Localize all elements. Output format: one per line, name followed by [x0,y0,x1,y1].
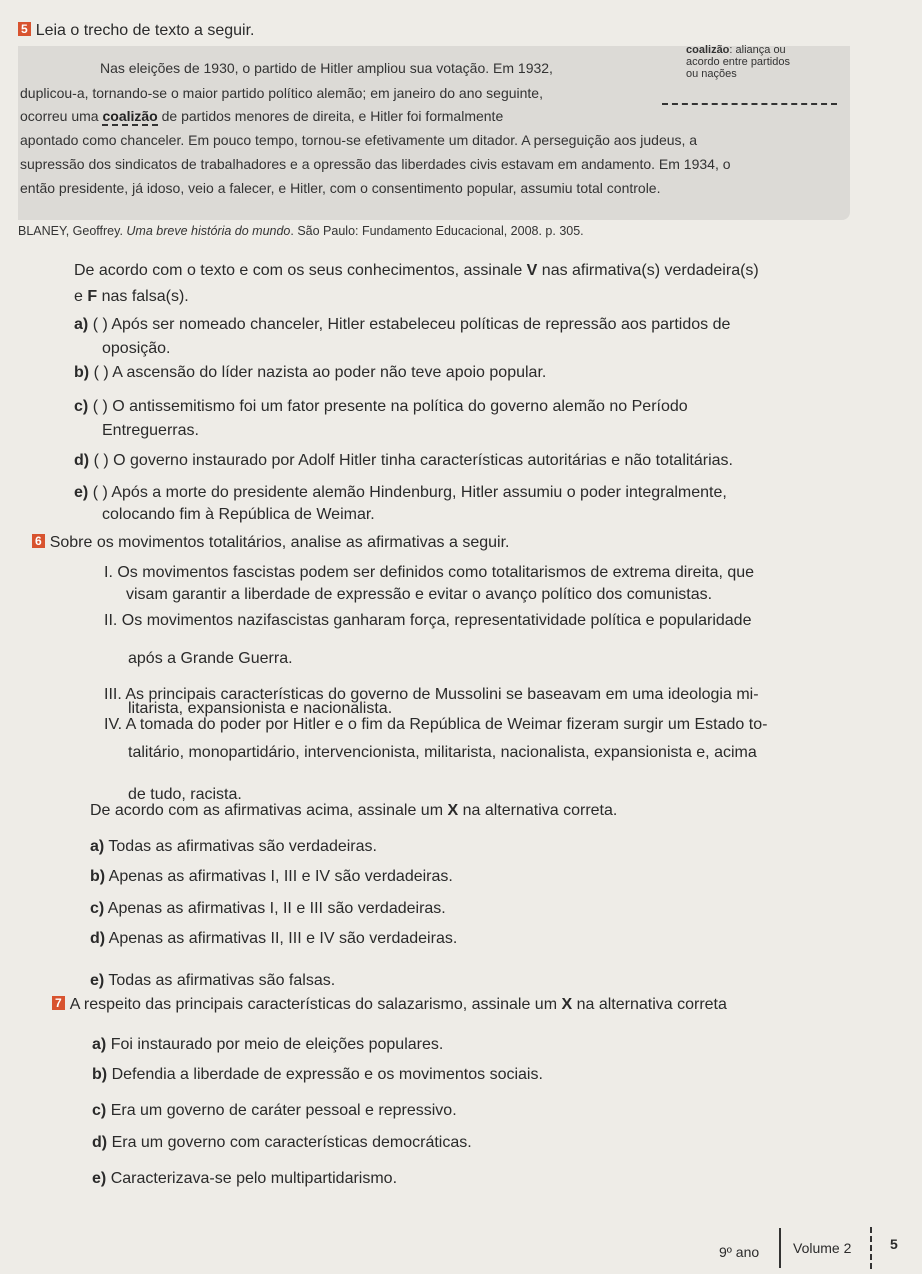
q6-statement-1 [104,564,754,582]
q5-item-e[interactable] [74,484,727,502]
q5-item-e-letter: e) [74,484,89,501]
q5-coalizao-term: coalizão [102,108,158,124]
q5-item-d[interactable] [74,452,733,470]
q7-option-c-text: Era um governo de caráter pessoal e repressivo. [110,1102,457,1119]
q5-instr-v: V [526,262,538,279]
q6-statement-3-cont: litarista, expansionista e nacionalista. [128,700,393,717]
q6-option-b[interactable] [90,868,453,886]
q6-st3-num: III. [104,686,122,703]
q5-text-line-3a: ocorreu uma [20,108,103,124]
q5-item-e-text: Após a morte do presidente alemão Hindenburg, Hitler assumiu o poder integralmente, [111,484,727,501]
q6-instruction [90,802,617,820]
q5-item-d-text: O governo instaurado por Adolf Hitler tinha características autoritárias e não totalitárias. [113,452,733,469]
q6-st4-num: IV. [104,716,123,733]
citation-publisher: . São Paulo: Fundamento Educacional, 2008. p. 305. [290,224,584,238]
q5-item-a-cont: oposição. [102,340,171,357]
q7-option-e-letter: e) [92,1170,107,1187]
glossary-dashed-line [662,103,837,105]
q6-option-e[interactable] [90,972,335,990]
q6-option-c[interactable] [90,900,446,918]
q6-option-a-text: Todas as afirmativas são verdadeiras. [108,838,377,855]
q5-instr-c: e [74,288,88,305]
q5-item-d-letter: d) [74,452,90,469]
q5-item-c-checkbox[interactable]: ( ) [92,398,108,415]
q5-text-line-4: apontado como chanceler. Em pouco tempo, tornou-se efetivamente um ditador. A perseguição aos judeus, a [20,132,698,148]
q6-st2-text: Os movimentos nazifascistas ganharam força, representatividade política e popularidade [121,612,752,629]
glossary-def-3: ou nações [686,68,737,80]
q5-item-c-cont: Entreguerras. [102,422,199,439]
q6-st1-num: I. [104,564,113,581]
q7-option-c-letter: c) [92,1102,107,1119]
q7-option-d[interactable] [92,1134,472,1152]
q7-option-e[interactable] [92,1170,397,1188]
q7-number-badge: 7 [52,996,65,1010]
q7-option-b[interactable] [92,1066,543,1084]
q6-option-d-letter: d) [90,930,106,947]
q6-intro-text: Sobre os movimentos totalitários, analise as afirmativas a seguir. [49,534,510,551]
q5-item-c[interactable] [74,398,688,416]
q5-instr-d: nas falsa(s). [97,288,189,305]
q7-option-a[interactable] [92,1036,443,1054]
q6-option-a-letter: a) [90,838,105,855]
q5-instr-f: F [87,288,98,305]
q6-option-c-letter: c) [90,900,105,917]
footer-dashed-divider [870,1227,874,1269]
q5-instr-b: nas afirmativa(s) verdadeira(s) [537,262,759,279]
q6-option-b-text: Apenas as afirmativas I, III e IV são verdadeiras. [108,868,453,885]
q5-citation [18,224,584,238]
q7-intro-b: na alternativa correta [572,996,727,1013]
q6-option-e-text: Todas as afirmativas são falsas. [108,972,336,989]
footer-divider [779,1228,781,1268]
q5-instruction-line-2 [74,288,189,306]
q5-item-d-checkbox[interactable]: ( ) [93,452,109,469]
q6-st2-num: II. [104,612,118,629]
q7-intro-x: X [561,996,573,1013]
glossary-sep: : [729,44,733,56]
q6-instr-x: X [447,802,459,819]
q5-item-b-text: A ascensão do líder nazista ao poder não teve apoio popular. [112,364,547,381]
q5-item-a-letter: a) [74,316,89,333]
footer-page-number: 5 [890,1236,898,1252]
q5-number-badge: 5 [18,22,31,36]
q5-instruction-line-1 [74,262,759,280]
q5-item-b-checkbox[interactable]: ( ) [93,364,109,381]
glossary-def-1: aliança ou [732,44,786,56]
q6-statement-4-cont-2: de tudo, racista. [128,786,242,803]
q5-text-line-3 [20,108,503,124]
q7-option-e-text: Caracterizava-se pelo multipartidarismo. [110,1170,398,1187]
q5-glossary [686,44,790,80]
footer-volume: Volume 2 [793,1240,852,1256]
q5-item-b[interactable] [74,364,546,382]
q5-intro [18,22,255,40]
q6-option-b-letter: b) [90,868,106,885]
q6-st3-text: As principais características do governo de Mussolini se baseavam em uma ideologia mi- [125,686,759,703]
q6-option-c-text: Apenas as afirmativas I, II e III são verdadeiras. [107,900,446,917]
q6-statement-2-cont: após a Grande Guerra. [128,650,293,667]
q7-intro [52,996,727,1014]
q7-option-d-letter: d) [92,1134,108,1151]
q5-text-line-1: Nas eleições de 1930, o partido de Hitler ampliou sua votação. Em 1932, [100,60,553,76]
q5-item-c-text: O antissemitismo foi um fator presente na política do governo alemão no Período [112,398,688,415]
footer-grade: 9º ano [719,1244,760,1260]
q5-item-c-letter: c) [74,398,89,415]
q6-option-d[interactable] [90,930,457,948]
q5-instr-a: De acordo com o texto e com os seus conhecimentos, assinale [74,262,527,279]
q5-item-e-cont: colocando fim à República de Weimar. [102,506,375,523]
q6-instr-b: na alternativa correta. [458,802,618,819]
q6-option-a[interactable] [90,838,377,856]
q6-statement-1-cont: visam garantir a liberdade de expressão e evitar o avanço político dos comunistas. [126,586,713,603]
q7-option-b-text: Defendia a liberdade de expressão e os movimentos sociais. [111,1066,543,1083]
q5-item-a-text: Após ser nomeado chanceler, Hitler estabeleceu políticas de repressão aos partidos de [111,316,731,333]
q6-instr-a: De acordo com as afirmativas acima, assinale um [90,802,448,819]
q6-statement-2 [104,612,751,630]
q5-text-line-5: supressão dos sindicatos de trabalhadores e a opressão das liberdades civis estavam em andamento. Em 1934, o [20,156,731,172]
q5-item-b-letter: b) [74,364,90,381]
glossary-def-2: acordo entre partidos [686,56,790,68]
q5-text-line-6: então presidente, já idoso, veio a falecer, e Hitler, com o consentimento popular, assumiu total controle. [20,180,661,196]
q6-statement-4-cont-1: talitário, monopartidário, intervencionista, militarista, nacionalista, expansionista e, acima [128,744,757,761]
q6-statement-4 [104,716,767,734]
q7-option-c[interactable] [92,1102,457,1120]
q6-number-badge: 6 [32,534,45,548]
q5-item-e-checkbox[interactable]: ( ) [92,484,108,501]
q6-option-d-text: Apenas as afirmativas II, III e IV são verdadeiras. [108,930,458,947]
q5-item-a[interactable] [74,316,730,334]
q5-text-line-3b: de partidos menores de direita, e Hitler foi formalmente [157,108,504,124]
citation-author: BLANEY, Geoffrey. [18,224,127,238]
q5-item-a-checkbox[interactable]: ( ) [92,316,108,333]
glossary-term: coalizão [686,44,730,56]
q6-option-e-letter: e) [90,972,105,989]
q7-intro-a: A respeito das principais características do salazarismo, assinale um [69,996,562,1013]
q5-intro-text: Leia o trecho de texto a seguir. [35,22,255,39]
q7-option-d-text: Era um governo com características democráticas. [111,1134,472,1151]
citation-title: Uma breve história do mundo [126,224,291,238]
q6-st4-text: A tomada do poder por Hitler e o fim da República de Weimar fizeram surgir um Estado to- [125,716,768,733]
q7-option-b-letter: b) [92,1066,108,1083]
q6-st1-text: Os movimentos fascistas podem ser definidos como totalitarismos de extrema direita, que [117,564,755,581]
q7-option-a-text: Foi instaurado por meio de eleições populares. [110,1036,444,1053]
q7-option-a-letter: a) [92,1036,107,1053]
q6-intro [32,534,509,552]
q5-text-line-2: duplicou-a, tornando-se o maior partido político alemão; em janeiro do ano seguinte, [20,85,543,101]
